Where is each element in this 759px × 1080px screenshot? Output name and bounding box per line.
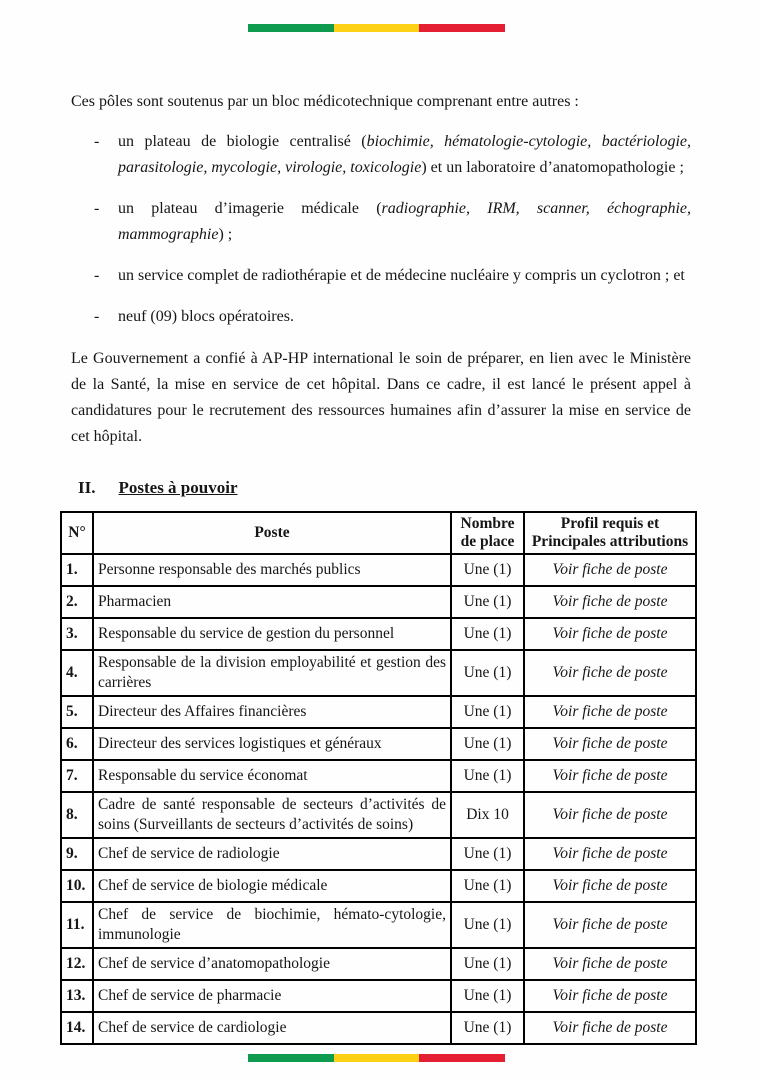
section-title: Postes à pouvoir	[118, 478, 238, 497]
table-row	[61, 792, 696, 838]
poste-cell: Chef de service de cardiologie	[93, 1012, 451, 1044]
postes-table	[60, 511, 697, 1045]
poste-cell: Chef de service de pharmacie	[93, 980, 451, 1012]
poste-cell: Responsable de la division employabilité et gestion des carrières	[93, 650, 451, 696]
table-row	[61, 618, 696, 650]
poste-cell: Responsable du service économat	[93, 760, 451, 792]
poste-cell: Cadre de santé responsable de secteurs d’activités de soins (Surveillants de secteurs d’activités de soins)	[93, 792, 451, 838]
nombre-cell: Une (1)	[451, 728, 524, 760]
government-paragraph: Le Gouvernement a confié à AP-HP international le soin de préparer, en lien avec le Ministère de la Santé, la mise en service de cet hôpital. Dans ce cadre, il est lancé le présent appel à candidatures pour le recrutement des ressources humaines afin d’assurer la mise en service de cet hôpital.	[71, 350, 691, 445]
page-content	[66, 89, 692, 1045]
nombre-cell: Une (1)	[451, 870, 524, 902]
poste-cell: Chef de service de biologie médicale	[93, 870, 451, 902]
profil-cell: Voir fiche de poste	[524, 618, 696, 650]
flag-green-segment	[248, 1054, 334, 1062]
row-number-cell: 9.	[61, 838, 93, 870]
table-row	[61, 586, 696, 618]
profil-cell: Voir fiche de poste	[524, 696, 696, 728]
table-row	[61, 650, 696, 696]
header-profil: Profil requis et Principales attributions	[524, 512, 696, 554]
table-row	[61, 902, 696, 948]
profil-cell: Voir fiche de poste	[524, 948, 696, 980]
section-numeral: II.	[78, 478, 96, 497]
table-row	[61, 554, 696, 586]
profil-cell: Voir fiche de poste	[524, 902, 696, 948]
row-number-cell: 13.	[61, 980, 93, 1012]
poste-cell: Chef de service de biochimie, hémato-cytologie, immunologie	[93, 902, 451, 948]
nombre-cell: Dix 10	[451, 792, 524, 838]
profil-cell: Voir fiche de poste	[524, 838, 696, 870]
poste-cell: Directeur des Affaires financières	[93, 696, 451, 728]
nombre-cell: Une (1)	[451, 650, 524, 696]
nombre-cell: Une (1)	[451, 696, 524, 728]
profil-cell: Voir fiche de poste	[524, 792, 696, 838]
bullet-list	[71, 129, 691, 330]
poste-cell: Responsable du service de gestion du personnel	[93, 618, 451, 650]
table-row	[61, 838, 696, 870]
nombre-cell: Une (1)	[451, 1012, 524, 1044]
header-nombre: Nombre de place	[451, 512, 524, 554]
profil-cell: Voir fiche de poste	[524, 554, 696, 586]
header-numero: N°	[61, 512, 93, 554]
row-number-cell: 2.	[61, 586, 93, 618]
flag-red-segment	[419, 1054, 505, 1062]
poste-cell: Pharmacien	[93, 586, 451, 618]
flag-bar-top	[248, 24, 505, 32]
table-row	[61, 728, 696, 760]
table-row	[61, 948, 696, 980]
profil-cell: Voir fiche de poste	[524, 980, 696, 1012]
poste-cell: Chef de service d’anatomopathologie	[93, 948, 451, 980]
poste-cell: Directeur des services logistiques et généraux	[93, 728, 451, 760]
row-number-cell: 4.	[61, 650, 93, 696]
profil-cell: Voir fiche de poste	[524, 586, 696, 618]
row-number-cell: 14.	[61, 1012, 93, 1044]
flag-green-segment	[248, 24, 334, 32]
flag-yellow-segment	[334, 24, 420, 32]
bullet-item: - un plateau de biologie centralisé (biochimie, hématologie-cytologie, bactériologie, parasitologie, mycologie, virologie, toxicologie) et un laboratoire d’anatomopathologie ;	[118, 129, 691, 181]
row-number-cell: 6.	[61, 728, 93, 760]
nombre-cell: Une (1)	[451, 902, 524, 948]
section-heading	[78, 478, 691, 498]
intro-paragraph: Ces pôles sont soutenus par un bloc médicotechnique comprenant entre autres :	[71, 93, 579, 110]
row-number-cell: 8.	[61, 792, 93, 838]
nombre-cell: Une (1)	[451, 586, 524, 618]
bullet-item: - neuf (09) blocs opératoires.	[118, 304, 691, 330]
nombre-cell: Une (1)	[451, 760, 524, 792]
bullet-item: - un service complet de radiothérapie et de médecine nucléaire y compris un cyclotron ; et	[118, 263, 691, 289]
nombre-cell: Une (1)	[451, 948, 524, 980]
row-number-cell: 5.	[61, 696, 93, 728]
profil-cell: Voir fiche de poste	[524, 760, 696, 792]
flag-red-segment	[419, 24, 505, 32]
table-row	[61, 696, 696, 728]
profil-cell: Voir fiche de poste	[524, 1012, 696, 1044]
table-row	[61, 1012, 696, 1044]
row-number-cell: 10.	[61, 870, 93, 902]
nombre-cell: Une (1)	[451, 980, 524, 1012]
poste-cell: Chef de service de radiologie	[93, 838, 451, 870]
row-number-cell: 1.	[61, 554, 93, 586]
bullet-item: - un plateau d’imagerie médicale (radiographie, IRM, scanner, échographie, mammographie) ;	[118, 196, 691, 248]
profil-cell: Voir fiche de poste	[524, 870, 696, 902]
table-header-row	[61, 512, 696, 554]
postes-table-body	[61, 554, 696, 1044]
poste-cell: Personne responsable des marchés publics	[93, 554, 451, 586]
row-number-cell: 11.	[61, 902, 93, 948]
flag-bar-bottom	[248, 1054, 505, 1062]
profil-cell: Voir fiche de poste	[524, 650, 696, 696]
table-row	[61, 870, 696, 902]
profil-cell: Voir fiche de poste	[524, 728, 696, 760]
table-row	[61, 980, 696, 1012]
nombre-cell: Une (1)	[451, 838, 524, 870]
row-number-cell: 3.	[61, 618, 93, 650]
nombre-cell: Une (1)	[451, 618, 524, 650]
flag-yellow-segment	[334, 1054, 420, 1062]
header-poste: Poste	[93, 512, 451, 554]
row-number-cell: 7.	[61, 760, 93, 792]
row-number-cell: 12.	[61, 948, 93, 980]
table-row	[61, 760, 696, 792]
nombre-cell: Une (1)	[451, 554, 524, 586]
